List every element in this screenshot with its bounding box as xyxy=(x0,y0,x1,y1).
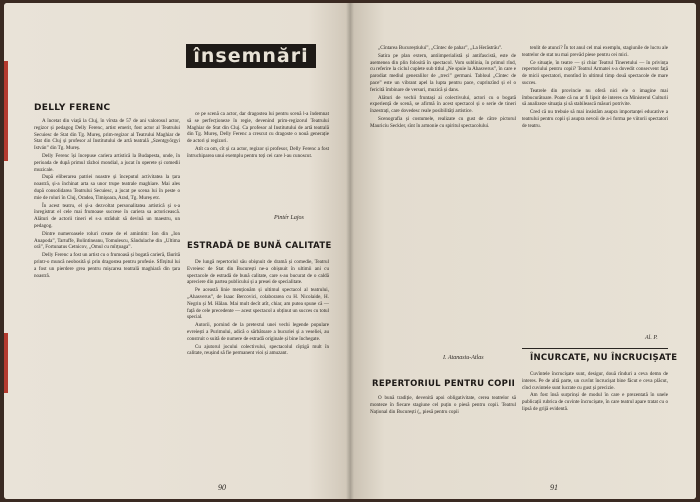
paragraph: Teatrele din provincie nu oferă nici ele o imagine mai îmbucurătoare. Poate că nu ar fi lipsit de interes ca Ministerul Culturii să analizeze situația și să stabilească măsuri potrivite. xyxy=(522,87,668,108)
page-number: 90 xyxy=(218,483,226,492)
article-heading-repertoriu: REPERTORIUL PENTRU COPII xyxy=(372,379,516,389)
book-gutter xyxy=(346,3,354,499)
left-column-2-top xyxy=(187,111,329,221)
paragraph: Satira pe plan extern, antiimperialistă și antifascistă, este de asemenea din plin folosită în spectacol. Vom sublinia, în primul rînd, cu referire la ciclul cuplete sub titlul „Ne spuie la Ahasverus”, în care e parodiat mediul generalilor de „treci” germani. Tabloul „Cîntec de pace” este un vibrant apel la lupta pentru pace, cuprinzînd și el o fericită îmbinare de versuri, muzică și dans. xyxy=(370,52,516,93)
paragraph: Atît ca om, cît și ca actor, regizor și profesor, Delly Ferenc a fost întruchiparea unui exemplu pentru toți cei care l-au cunoscut. xyxy=(187,145,329,159)
book-spread xyxy=(4,3,696,499)
paragraph: Autorii, pornind de la pretextul unei vechi legende populare evreiești a Purimului, adică o sărbătoare a bucuriei și a veseliei, au construit o suită de numere de estradă originale și bine închegate. xyxy=(187,322,329,342)
paragraph: Pe această linie menționăm și ultimul spectacol al teatrului, „Ahasverus”, de Isaac Bercovici, colaborarea cu H. Nicolaide, H. Negrin și M. Hâlan. Mai mult decît atît, chiar, am putea spune că — față de cele precedente — acest spectacol a obținut un succes cu totul special. xyxy=(187,287,329,321)
right-column-2-bottom xyxy=(522,371,668,481)
red-edge-mark xyxy=(4,333,8,393)
paragraph: tenlit de atunci? În tot anul cel mai exemplu, stagiunile de lucru ale teatrelor de stat nu mai prevăd piese pentru cei mici. xyxy=(522,45,668,58)
paragraph: Ce situație, în teatre — și chiar Teatrul Tineretului — în privința repertoriului pentru copii? Teatrul Armatei s-a dovedit consecvent față de micii spectatori, montînd în ultimul timp două spectacole de mare succes. xyxy=(522,59,668,86)
paragraph: Cuvîntele încrucișate sunt, desigur, două rînduri a ceva demn de interes. Pe de altă parte, un cuvînt încrucișat bine făcut e ceva plăcut, cînd cuvintele sunt lucrate cu gust și precizie. xyxy=(522,371,668,391)
left-page xyxy=(4,3,350,499)
article-heading-estrada: ESTRADĂ DE BUNĂ CALITATE xyxy=(187,241,332,251)
right-column-1-top xyxy=(370,45,516,295)
page-number: 91 xyxy=(550,483,558,492)
divider xyxy=(522,348,668,349)
paragraph: Delly Ferenc își începuse cariera artistică la Budapesta, unde, în perioada de după primul război mondial, a jucat în operete și comedii muzicale. xyxy=(34,152,180,173)
paragraph: În acest teatru, el și-a dezvoltat personalitatea artistică și s-a înregistrat el cele mai frumoase succese în cariera sa actoricească. Alături de actorii tineri el s-a străduit să devină un maestru, un pedagog. xyxy=(34,202,180,229)
paragraph: O bună tradiție, devenită apoi obligativitate, cerea teatrelor să monteze în fiecare stagiune cel puțin o piesă pentru copii. Teatrul Național din București („ piesă pentru copii xyxy=(370,395,516,415)
paragraph: De lungă repertoriul său obișnuit de dramă și comedie, Teatrul Evreiesc de Stat din București ne-a obișnuit în ultimii ani cu spectacole de estradă de bună calitate, care s-au bucurat de o caldă apreciere din partea publicului și a presei de specialitate. xyxy=(187,259,329,286)
article-heading-delly: DELLY FERENC xyxy=(34,103,111,113)
left-column-2-bottom xyxy=(187,259,329,481)
section-banner: însemnări xyxy=(186,44,316,68)
signature: I. Atanasiu-Atlas xyxy=(443,355,484,361)
right-column-1-bottom xyxy=(370,395,516,481)
paragraph: Cu ajutorul jocului colectivului, spectacolul cîștigă mult în calitate, reușind să fie permanent vioi și amuzant. xyxy=(187,343,329,357)
paragraph: După eliberarea patriei noastre și începutul activitatea la țara noastră, și-a închinat arta sa unor trupe teatrale maghiare. Mai ales după consolidarea Teatrului Secuiesc, a jucat pe scena lui în peste o mie de roluri în Cluj, Oradea, Timișoara, Arad, Tg. Mureș etc. xyxy=(34,174,180,201)
paragraph: Cred că nu trebuie să mai insistăm asupra importanței educative a teatrului pentru copii și asupra nevoii de a-i forma pe viitorii spectatori de teatru. xyxy=(522,109,668,129)
paragraph: Scenografia și costumele, realizate cu gust de către pictorul Mauriciu Seckler, sînt în armonie cu spiritul spectacolului. xyxy=(370,115,516,129)
paragraph: A încetat din viață la Cluj, în vîrsta de 57 de ani valorosul actor, regizor și pedagog Delly Ferenc, artist emerit, fost actor al Teatrului Secuiesc de Stat din Tg. Mureș, prim-regizor al Teatrului Maghiar de Stat din Cluj și profesor al Institutului de artă teatrală „Szentgyörgyi István” din Tg. Mureș. xyxy=(34,118,180,152)
right-column-2-top xyxy=(522,45,668,315)
signature: Pintér Lajos xyxy=(274,215,304,221)
paragraph: Am fost însă surprinși de modul în care e prezentată în unele publicații rubrica de cuvinte încrucișate, în care teatrul apare tratat cu o lipsă de grijă evidentă. xyxy=(522,392,668,412)
article-heading-incurcate: ÎNCURCATE, NU ÎNCRUCIȘATE xyxy=(530,353,678,363)
right-page xyxy=(350,3,696,499)
paragraph: ce pe scenă ca actor, dar dragostea lui pentru scenă l-a îndemnat să se perfecționeze în regie, devenind prim-regizorul Teatrului Maghiar de Stat din Cluj. Ca profesor al Institutului de artă teatrală din Tg. Mureș, Delly Ferenc a crescut cu dragoste o nouă generație de actori și regizori. xyxy=(187,111,329,145)
paragraph: Alături de vechii fruntași ai colectivului, actori cu o bogată experiență de scenă, se afirmă în acest spectacol și o serie de tineri înzestrați, care dovedesc reale posibilități artistice. xyxy=(370,94,516,115)
paragraph: „Cîntarea Bucureștiului”, „Cîntec de pahar”, „La Herăstrău”. xyxy=(378,45,503,51)
paragraph: Delly Ferenc a fost un artist cu o frumoasă și bogată carieră, făurită printr-o muncă neobosită și prin dragostea pentru profesie. Sfîrșitul lui a fost un pierdere grea pentru mișcarea teatrală maghiară din țara noastră. xyxy=(34,252,180,279)
red-edge-mark xyxy=(4,61,8,161)
paragraph: Dintre numeroasele roluri create de el amintim: Ion din „Ion Anapoda”, Tartuffe, Bolintineanu, Tomulescu, Săndulache din „Ultima oră”, Fortunatus Cetnicov, „Omul cu mîrțoaga”. xyxy=(34,230,180,251)
left-column-1 xyxy=(34,118,180,486)
signature: Al. P. xyxy=(645,335,658,341)
